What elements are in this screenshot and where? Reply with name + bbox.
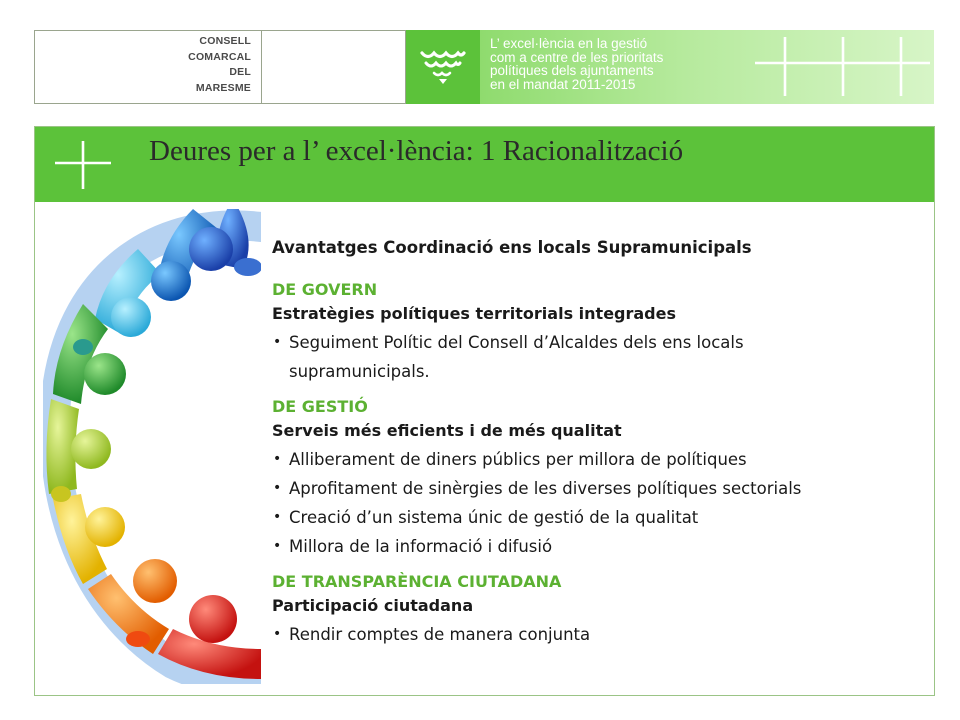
organization-box bbox=[34, 30, 262, 104]
content-heading: Avantatges Coordinació ens locals Supramunicipals bbox=[272, 238, 752, 257]
motto-box bbox=[480, 30, 934, 104]
list-item bbox=[272, 532, 922, 561]
motto-line: com a centre de les prioritats bbox=[490, 49, 664, 65]
list-item bbox=[272, 620, 922, 649]
content-area bbox=[272, 237, 922, 659]
header-band bbox=[34, 30, 934, 104]
organization-line: CONSELL bbox=[199, 35, 251, 47]
section-subtitle: Participació ciutadana bbox=[272, 596, 474, 615]
list-item bbox=[272, 328, 809, 386]
motto-line: en el mandat 2011-2015 bbox=[490, 76, 636, 92]
bullet-icon: • bbox=[273, 626, 282, 642]
list-item bbox=[272, 503, 922, 532]
bullet-icon: • bbox=[273, 480, 282, 496]
section-transparencia bbox=[272, 571, 922, 649]
logo-box bbox=[406, 30, 480, 104]
organization-line: COMARCAL bbox=[188, 50, 251, 63]
bullet-list bbox=[272, 328, 922, 386]
section-subtitle: Serveis més eficients i de més qualitat bbox=[272, 421, 622, 440]
bullet-list bbox=[272, 620, 922, 649]
section-gestio bbox=[272, 396, 922, 561]
bullet-text: Seguiment Polític del Consell d’Alcaldes dels ens locals supramunicipals. bbox=[289, 333, 744, 381]
motto-line: L’ excel·lència en la gestió bbox=[490, 36, 648, 51]
organization-line: MARESME bbox=[195, 81, 251, 94]
list-item bbox=[272, 445, 922, 474]
section-title: DE GESTIÓ bbox=[272, 397, 368, 416]
plus-cross-icon bbox=[55, 141, 111, 189]
bullet-text: Millora de la informació i difusió bbox=[289, 537, 553, 556]
slide-frame bbox=[34, 126, 935, 696]
motto-text bbox=[490, 37, 750, 91]
bullet-icon: • bbox=[273, 334, 282, 350]
section-subtitle: Estratègies polítiques territorials integrades bbox=[272, 304, 677, 323]
wave-seal-icon bbox=[419, 48, 467, 86]
section-title: DE TRANSPARÈNCIA CIUTADANA bbox=[272, 572, 562, 591]
bullet-text: Creació d’un sistema únic de gestió de la qualitat bbox=[289, 508, 699, 527]
bullet-list bbox=[272, 445, 922, 561]
section-govern bbox=[272, 279, 922, 386]
plus-cross-icon bbox=[755, 34, 930, 100]
title-bar bbox=[35, 127, 934, 202]
bullet-icon: • bbox=[273, 538, 282, 554]
list-item bbox=[272, 474, 922, 503]
slide-title: Deures per a l’ excel·lència: 1 Racionalització bbox=[149, 135, 684, 167]
organization-name bbox=[188, 34, 251, 96]
motto-line: polítiques dels ajuntaments bbox=[490, 63, 654, 78]
bullet-icon: • bbox=[273, 451, 282, 467]
header-blank-box bbox=[262, 30, 406, 104]
organization-line: DEL bbox=[229, 66, 251, 78]
bullet-text: Rendir comptes de manera conjunta bbox=[289, 625, 591, 644]
bullet-text: Aprofitament de sinèrgies de les diverses polítiques sectorials bbox=[289, 479, 802, 498]
section-title: DE GOVERN bbox=[272, 280, 378, 299]
bullet-icon: • bbox=[273, 509, 282, 525]
people-ring-illustration bbox=[43, 209, 261, 684]
bullet-text: Alliberament de diners públics per millora de polítiques bbox=[289, 450, 747, 469]
